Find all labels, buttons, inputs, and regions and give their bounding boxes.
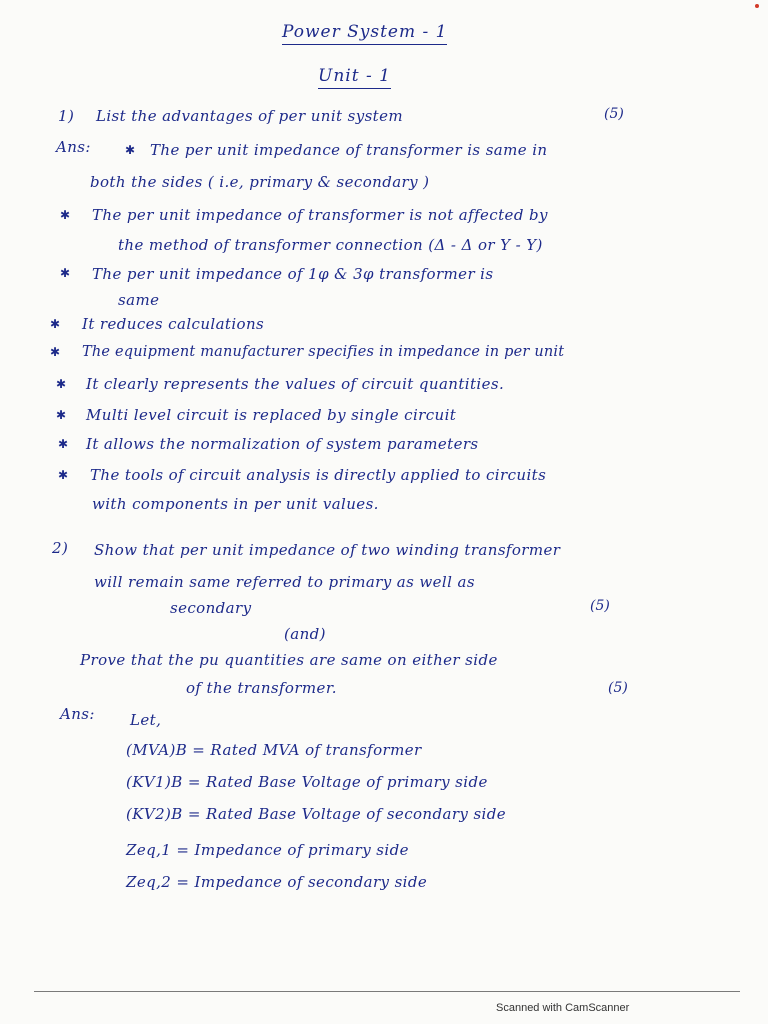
definition-line: (KV1)B = Rated Base Voltage of primary side bbox=[126, 773, 488, 791]
q1-point-line: the method of transformer connection (Δ - Δ or Y - Y) bbox=[118, 236, 543, 254]
q2-question-line: Show that per unit impedance of two winding transformer bbox=[94, 541, 561, 559]
definition-line: (KV2)B = Rated Base Voltage of secondary side bbox=[126, 805, 507, 823]
q2-question-line: will remain same referred to primary as well as bbox=[94, 573, 475, 591]
q1-point-line: with components in per unit values. bbox=[92, 495, 379, 513]
corner-mark bbox=[755, 4, 759, 8]
q2-prove-marks: (5) bbox=[608, 680, 628, 696]
q1-point-line: It clearly represents the values of circuit quantities. bbox=[86, 375, 505, 393]
q1-point-line: The per unit impedance of 1φ & 3φ transformer is bbox=[92, 265, 494, 283]
bullet-mark: ✱ bbox=[125, 143, 136, 157]
q1-point-line: same bbox=[118, 291, 160, 309]
unit-heading: Unit - 1 bbox=[318, 66, 391, 89]
bullet-mark: ✱ bbox=[60, 208, 71, 222]
q2-marks: (5) bbox=[590, 598, 610, 614]
q1-point-line: The tools of circuit analysis is directly applied to circuits bbox=[90, 466, 547, 484]
q2-and: (and) bbox=[284, 625, 326, 643]
footer-divider bbox=[34, 991, 740, 992]
q1-question: List the advantages of per unit system bbox=[96, 107, 404, 125]
q2-question-line: secondary bbox=[170, 599, 252, 617]
bullet-mark: ✱ bbox=[50, 317, 61, 331]
bullet-mark: ✱ bbox=[58, 437, 69, 451]
q2-prove-line: Prove that the pu quantities are same on either side bbox=[80, 651, 498, 669]
q1-point-line: The per unit impedance of transformer is same in bbox=[150, 141, 548, 159]
page-title: Power System - 1 bbox=[282, 22, 447, 45]
q2-answer-label: Ans: bbox=[60, 705, 95, 723]
definition-line: (MVA)B = Rated MVA of transformer bbox=[126, 741, 422, 759]
q1-point-line: both the sides ( i.e, primary & secondary ) bbox=[90, 173, 430, 191]
scanner-watermark: Scanned with CamScanner bbox=[496, 1002, 630, 1014]
bullet-mark: ✱ bbox=[58, 468, 69, 482]
bullet-mark: ✱ bbox=[50, 345, 61, 359]
q1-point-line: The equipment manufacturer specifies in impedance in per unit bbox=[82, 344, 565, 360]
q2-number: 2) bbox=[52, 539, 69, 557]
q1-answer-label: Ans: bbox=[56, 138, 91, 156]
q1-point-line: The per unit impedance of transformer is not affected by bbox=[92, 206, 548, 224]
q1-number: 1) bbox=[58, 107, 75, 125]
bullet-mark: ✱ bbox=[56, 408, 67, 422]
q2-prove-line: of the transformer. bbox=[186, 679, 337, 697]
definition-line: Zeq,2 = Impedance of secondary side bbox=[126, 873, 428, 891]
bullet-mark: ✱ bbox=[56, 377, 67, 391]
q1-point-line: It allows the normalization of system parameters bbox=[86, 435, 479, 453]
bullet-mark: ✱ bbox=[60, 266, 71, 280]
q2-let: Let, bbox=[130, 711, 162, 729]
q1-point-line: Multi level circuit is replaced by single circuit bbox=[86, 406, 457, 424]
q1-point-line: It reduces calculations bbox=[82, 315, 265, 333]
definition-line: Zeq,1 = Impedance of primary side bbox=[126, 841, 409, 859]
q1-marks: (5) bbox=[604, 106, 624, 122]
